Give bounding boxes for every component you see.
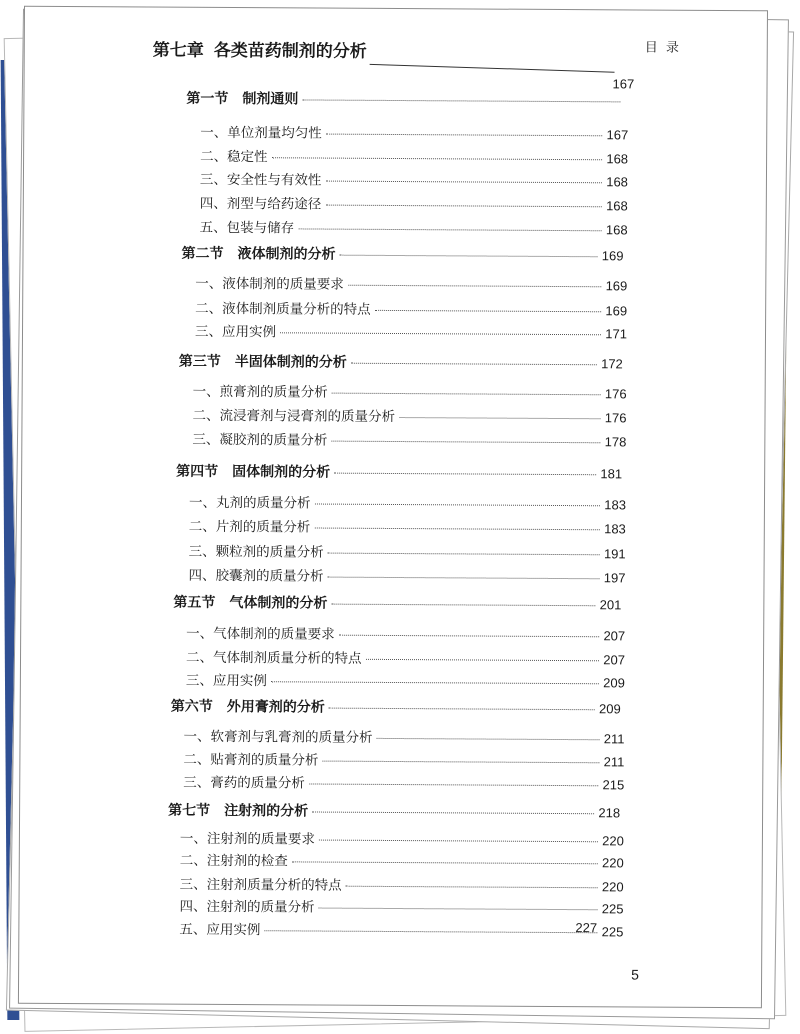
toc-item-row — [179, 918, 623, 941]
dot-leader — [351, 363, 597, 366]
dot-leader — [348, 285, 602, 288]
toc-item-label: 一、软膏剂与乳膏剂的质量分析 — [183, 728, 373, 746]
toc-section-row — [176, 461, 622, 484]
section-number: 第三节 — [178, 353, 221, 370]
page-ref: 169 — [605, 278, 628, 294]
page-ref: 225 — [601, 901, 624, 917]
page-ref: 169 — [601, 248, 624, 264]
toc-item-label: 一、气体制剂的质量要求 — [186, 625, 335, 643]
toc-item-label: 五、应用实例 — [179, 921, 261, 939]
section-title: 半固体制剂的分析 — [234, 354, 347, 371]
toc-item-row — [189, 515, 626, 538]
dot-leader — [328, 577, 600, 580]
dot-leader — [377, 738, 600, 740]
toc-item-row — [183, 725, 624, 748]
toc-item-row — [189, 491, 626, 514]
section-heading — [168, 800, 308, 821]
toc-item-row — [188, 564, 625, 587]
toc-item-row — [186, 669, 625, 692]
toc-item-row — [189, 540, 626, 563]
toc-item-label: 一、液体制剂的质量要求 — [195, 275, 344, 293]
toc-item-label: 二、液体制剂质量分析的特点 — [195, 300, 371, 318]
page-ref: 171 — [605, 326, 628, 342]
dot-leader — [329, 708, 595, 711]
page-ref: 201 — [599, 597, 622, 613]
dot-leader — [318, 908, 597, 911]
page-ref: 218 — [598, 805, 621, 821]
page-ref: 176 — [604, 386, 627, 402]
page-ref: 220 — [602, 833, 624, 849]
toc-item-row — [200, 145, 628, 168]
page-ref: 167 — [612, 76, 635, 92]
toc-item-label: 四、胶囊剂的质量分析 — [188, 567, 324, 585]
page-ref: 215 — [602, 777, 625, 793]
toc-item-row — [183, 771, 624, 794]
trailing-page-ref — [575, 920, 597, 935]
page-ref: 167 — [606, 127, 629, 143]
dot-leader — [375, 310, 602, 312]
toc-section-row — [168, 800, 620, 823]
dot-leader — [314, 528, 600, 531]
chapter-number: 第七章 — [152, 40, 204, 61]
page-ref: 207 — [603, 628, 626, 644]
section-number: 第六节 — [170, 698, 213, 715]
section-title: 注射剂的分析 — [224, 802, 309, 820]
dot-leader — [319, 840, 598, 843]
toc-item-label: 五、包装与储存 — [199, 219, 295, 237]
dot-leader — [309, 783, 599, 786]
dot-leader — [271, 681, 599, 684]
toc-item-row — [180, 849, 624, 872]
running-header: 目 录 — [644, 40, 681, 56]
toc-section-row — [181, 243, 623, 266]
toc-item-row — [193, 380, 627, 403]
toc-item-label: 一、丸剂的质量分析 — [188, 494, 311, 512]
page-ref: 209 — [598, 701, 621, 717]
toc-page — [18, 6, 768, 1009]
toc-section-row — [179, 351, 623, 374]
toc-item-row — [183, 748, 624, 771]
page-ref: 168 — [606, 198, 628, 214]
toc-item-row — [195, 320, 627, 343]
dot-leader — [332, 393, 601, 396]
dot-leader — [339, 255, 597, 258]
page-ref: 169 — [605, 303, 628, 319]
page-ref: 178 — [604, 434, 627, 450]
page-ref: 181 — [600, 466, 623, 482]
toc-item-label: 二、稳定性 — [200, 148, 268, 166]
toc-item-label: 一、单位剂量均匀性 — [200, 124, 322, 142]
section-heading — [171, 696, 325, 717]
dot-leader — [325, 205, 602, 208]
section-title: 液体制剂的分析 — [237, 246, 336, 263]
page-ref: 183 — [604, 521, 626, 537]
page-ref: 207 — [603, 652, 626, 668]
dot-leader — [326, 134, 603, 137]
toc-section-row — [171, 696, 621, 719]
section-heading — [186, 88, 298, 109]
section-title: 外用膏剂的分析 — [226, 698, 325, 716]
toc-item-row — [200, 216, 628, 239]
toc-item-row — [192, 404, 626, 427]
toc-item-label: 二、气体制剂质量分析的特点 — [185, 649, 362, 667]
toc-item-row — [186, 622, 625, 645]
chapter-heading — [153, 36, 367, 62]
page-ref: 168 — [606, 151, 629, 167]
section-number: 第二节 — [181, 245, 224, 262]
toc-item-label: 四、剂型与给药途径 — [199, 195, 322, 213]
toc-item-label: 三、应用实例 — [185, 672, 267, 690]
page-ref: 176 — [604, 410, 627, 426]
toc-item-label: 三、安全性与有效性 — [199, 171, 322, 189]
page-ref: 211 — [603, 731, 625, 747]
page-ref: 168 — [606, 174, 628, 190]
section-heading — [176, 461, 330, 482]
toc-section-row — [173, 592, 621, 615]
section-heading — [173, 592, 327, 613]
toc-item-row — [180, 827, 624, 850]
dot-leader — [264, 930, 597, 933]
page-ref: 225 — [601, 924, 624, 940]
dot-leader — [399, 417, 601, 419]
toc-item-label: 四、注射剂的质量分析 — [179, 898, 315, 916]
section-number: 第一节 — [186, 90, 229, 107]
section-heading — [179, 351, 347, 372]
dot-leader — [339, 635, 600, 638]
dot-leader — [302, 99, 620, 102]
page-ref: 211 — [603, 754, 625, 770]
toc-item-label: 二、贴膏剂的质量分析 — [183, 751, 319, 769]
toc-item-label: 三、应用实例 — [194, 323, 277, 341]
page-ref: 172 — [601, 356, 623, 372]
toc-item-label: 一、煎膏剂的质量分析 — [192, 383, 328, 401]
toc-item-row — [200, 168, 628, 191]
dot-leader — [272, 157, 603, 160]
toc-item-row — [192, 428, 626, 451]
dot-leader — [331, 441, 600, 444]
toc-item-label: 三、注射剂质量分析的特点 — [179, 876, 342, 894]
section-heading — [181, 243, 335, 264]
section-number: 第七节 — [168, 802, 211, 819]
dot-leader — [334, 473, 596, 476]
toc-item-label: 三、颗粒剂的质量分析 — [188, 543, 324, 561]
toc-item-label: 二、流浸膏剂与浸膏剂的质量分析 — [192, 407, 396, 426]
section-number: 第五节 — [173, 594, 216, 611]
page-ref: 220 — [601, 879, 624, 895]
toc-item-label: 一、注射剂的质量要求 — [179, 830, 315, 848]
dot-leader — [366, 659, 600, 661]
page-number: 5 — [631, 966, 639, 983]
dot-leader — [314, 504, 600, 507]
chapter-title: 各类苗药制剂的分析 — [213, 40, 367, 62]
dot-leader — [325, 181, 602, 184]
dot-leader — [328, 553, 600, 556]
section-title: 固体制剂的分析 — [232, 464, 331, 481]
toc-item-row — [195, 272, 627, 295]
toc-item-row — [179, 895, 623, 918]
page-ref: 227 — [575, 920, 598, 936]
toc-item-label: 三、膏药的质量分析 — [183, 774, 305, 792]
toc-item-label: 三、凝胶剂的质量分析 — [192, 431, 328, 449]
chapter-leader-line — [370, 64, 615, 73]
section-title: 制剂通则 — [242, 91, 299, 108]
page-ref: 191 — [603, 546, 626, 562]
section-title: 气体制剂的分析 — [229, 594, 328, 612]
page-ref: 168 — [605, 222, 628, 238]
toc-item-row — [180, 873, 624, 896]
dot-leader — [298, 228, 602, 231]
chapter-page-ref — [612, 76, 634, 91]
dot-leader — [322, 761, 599, 764]
toc-section-row — [186, 88, 624, 111]
dot-leader — [280, 332, 601, 335]
toc-item-row — [195, 297, 627, 320]
dot-leader — [292, 861, 598, 864]
page-ref: 197 — [603, 570, 626, 586]
page-ref: 220 — [602, 855, 624, 871]
toc-item-label: 二、注射剂的检查 — [179, 852, 288, 870]
section-number: 第四节 — [176, 463, 219, 480]
toc-item-row — [186, 646, 625, 669]
toc-item-row — [200, 192, 628, 215]
dot-leader — [346, 886, 598, 889]
dot-leader — [312, 812, 594, 815]
toc-item-label: 二、片剂的质量分析 — [188, 518, 311, 536]
dot-leader — [331, 604, 595, 607]
page-ref: 183 — [604, 497, 627, 513]
toc-item-row — [200, 121, 628, 144]
page-ref: 209 — [603, 675, 625, 691]
